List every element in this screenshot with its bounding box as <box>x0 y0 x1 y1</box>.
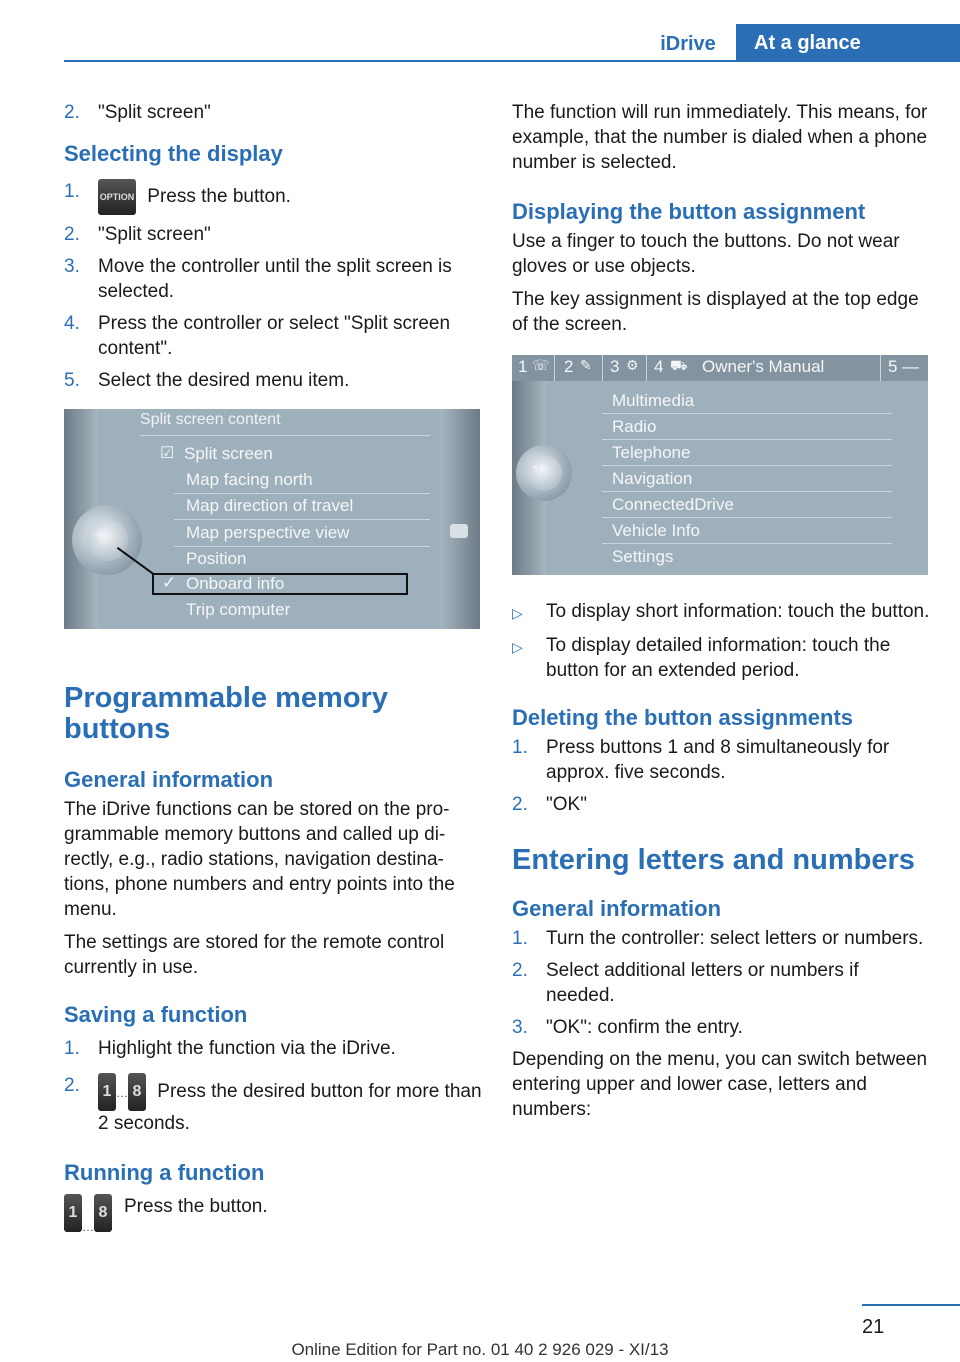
list-number: 1. <box>512 928 528 949</box>
option-button-icon: OPTION <box>98 179 136 215</box>
list-number: 2. <box>64 1075 80 1096</box>
list-item <box>64 1073 482 1136</box>
paragraph: Use a finger to touch the buttons. Do not wear gloves or use objects. <box>512 231 900 277</box>
menu-item: Settings <box>612 547 674 566</box>
arrow-left-icon: ◂ <box>96 527 103 541</box>
paragraph: The iDrive functions can be stored on the programmable memory buttons and called up directly, e.g., radio stations, navigation destinations, phone numbers and entry points into the menu. <box>64 799 455 920</box>
memory-button-1-icon: 1 <box>64 1194 82 1232</box>
wrench-icon: ✎ <box>580 357 592 373</box>
tab-1: 1 <box>518 357 528 376</box>
gear-icon: ⚙ <box>626 357 639 373</box>
list-item <box>512 926 930 951</box>
list-text: To display short information: touch the button. <box>546 601 930 622</box>
triangle-bullet-icon: ▷ <box>512 639 523 655</box>
tab-3: 3 <box>610 357 620 376</box>
list-text: Highlight the function via the iDrive. <box>98 1038 396 1059</box>
menu-divider <box>140 435 430 436</box>
tab-5: 5 — <box>888 357 920 376</box>
memory-button-8-icon: 8 <box>128 1073 146 1111</box>
list-number: 2. <box>512 794 528 815</box>
left-column <box>64 100 482 1234</box>
paragraph: The settings are stored for the remote control currently in use. <box>64 932 445 978</box>
tab-2: 2 <box>564 357 574 376</box>
list-text: "OK" <box>546 794 587 815</box>
tab-owners-manual: Owner's Manual <box>702 357 825 376</box>
selecting-display-heading: Selecting the display <box>64 141 283 166</box>
menu-divider <box>602 491 892 492</box>
list-text: Select additional letters or numbers if needed. <box>546 960 859 1006</box>
list-item <box>512 792 930 817</box>
menu-divider <box>602 439 892 440</box>
list-text: To display detailed information: touch the button for an extended period. <box>546 635 891 681</box>
screen-icon <box>450 524 468 538</box>
menu-divider <box>602 465 892 466</box>
header-rule <box>64 60 960 62</box>
triangle-bullet-icon: ▷ <box>512 605 523 621</box>
list-number: 2. <box>64 102 80 123</box>
controller-knob-center <box>86 519 128 561</box>
menu-item: Multimedia <box>612 391 695 410</box>
menu-item: ConnectedDrive <box>612 495 734 514</box>
list-text: Press the desired button for more than 2 seconds. <box>98 1081 482 1134</box>
list-number: 5. <box>64 370 80 391</box>
menu-divider <box>602 543 892 544</box>
menu-item: Map facing north <box>186 470 313 489</box>
programmable-memory-heading: Programmable memory buttons <box>64 682 388 745</box>
list-text: "OK": confirm the entry. <box>546 1017 743 1038</box>
menu-item: Navigation <box>612 469 693 488</box>
list-item <box>512 599 930 626</box>
list-text: Press the controller or select "Split screen content". <box>98 313 451 359</box>
menu-item: Position <box>186 549 247 568</box>
header-chapter-tab: At a glance <box>736 24 960 62</box>
tab-divider <box>602 355 603 381</box>
list-item <box>64 368 482 393</box>
menu-check-icon: ☑ <box>160 445 175 462</box>
menu-divider <box>602 413 892 414</box>
list-item <box>64 1036 482 1061</box>
list-text: Turn the controller: select letters or numbers. <box>546 928 924 949</box>
list-item <box>512 958 930 1008</box>
menu-item-selected: Onboard info <box>186 574 285 593</box>
list-item <box>64 311 482 361</box>
menu-divider <box>602 517 892 518</box>
memory-button-8-icon: 8 <box>94 1194 112 1232</box>
list-text: Select the desired menu item. <box>98 370 350 391</box>
phone-icon: ☏ <box>532 357 550 373</box>
tab-divider <box>554 355 555 381</box>
list-item <box>64 254 482 304</box>
screen-title: Split screen content <box>140 411 281 428</box>
menu-item: Map perspective view <box>186 523 350 542</box>
general-information-heading: General information <box>512 896 722 921</box>
footer-rule <box>862 1304 960 1306</box>
list-text: Press buttons 1 and 8 simultaneously for approx. five seconds. <box>546 737 890 783</box>
list-item <box>512 633 930 683</box>
list-text: Move the controller until the split screen is selected. <box>98 256 452 302</box>
list-number: 2. <box>64 224 80 245</box>
menu-check-icon: ✓ <box>162 573 177 592</box>
ellipsis: … <box>82 1220 94 1234</box>
list-item <box>64 222 482 247</box>
paragraph: The function will run immediately. This means, for example, that the number is dialed when a phone number is selected. <box>512 102 928 173</box>
ellipsis: … <box>116 1086 128 1101</box>
paragraph: Press the button. <box>124 1196 268 1217</box>
displaying-assignment-heading: Displaying the button assignment <box>512 199 866 224</box>
split-screen-content-screenshot <box>64 409 480 629</box>
list-item <box>64 100 482 125</box>
list-item <box>512 735 930 785</box>
running-function-row <box>64 1194 482 1234</box>
list-item <box>64 179 482 215</box>
tab-4: 4 <box>654 357 664 376</box>
memory-button-1-icon: 1 <box>98 1073 116 1111</box>
list-number: 3. <box>512 1017 528 1038</box>
menu-item: Telephone <box>612 443 691 462</box>
list-number: 1. <box>64 181 80 202</box>
list-text: "Split screen" <box>98 224 211 245</box>
list-number: 3. <box>64 256 80 277</box>
menu-item: Trip computer <box>186 600 291 619</box>
menu-divider <box>174 519 430 520</box>
list-number: 1. <box>512 737 528 758</box>
list-number: 2. <box>512 960 528 981</box>
list-item <box>512 1015 930 1040</box>
controller-knob-center <box>526 455 562 491</box>
page-number: 21 <box>862 1316 885 1338</box>
screen-right-bezel <box>440 409 480 629</box>
saving-function-heading: Saving a function <box>64 1002 248 1027</box>
menu-divider <box>174 493 430 494</box>
tab-divider <box>880 355 881 381</box>
list-number: 4. <box>64 313 80 334</box>
tab-divider <box>646 355 647 381</box>
menu-divider <box>174 546 430 547</box>
bullet-list <box>512 599 930 683</box>
entering-letters-heading: Entering letters and numbers <box>512 844 915 876</box>
paragraph: The key assignment is displayed at the top edge of the screen. <box>512 289 919 335</box>
header-section: iDrive <box>660 32 716 55</box>
car-icon: ⛟ <box>670 357 688 373</box>
arrows-icon: ◂ ▸ <box>532 462 545 473</box>
button-assignment-screenshot <box>512 355 928 575</box>
deleting-assignments-heading: Deleting the button assignments <box>512 705 854 730</box>
menu-item: Split screen <box>184 444 273 463</box>
list-number: 1. <box>64 1038 80 1059</box>
right-column <box>512 100 930 1130</box>
list-text: Press the button. <box>147 186 291 208</box>
general-information-heading: General information <box>64 767 274 792</box>
running-function-heading: Running a function <box>64 1160 265 1185</box>
paragraph: Depending on the menu, you can switch between entering upper and lower case, letters and numbers: <box>512 1049 928 1120</box>
menu-item: Vehicle Info <box>612 521 700 540</box>
list-text: "Split screen" <box>98 102 211 123</box>
edition-footer: Online Edition for Part no. 01 40 2 926 029 - XI/13 <box>291 1340 669 1359</box>
menu-item: Radio <box>612 417 657 436</box>
menu-item: Map direction of travel <box>186 496 354 515</box>
